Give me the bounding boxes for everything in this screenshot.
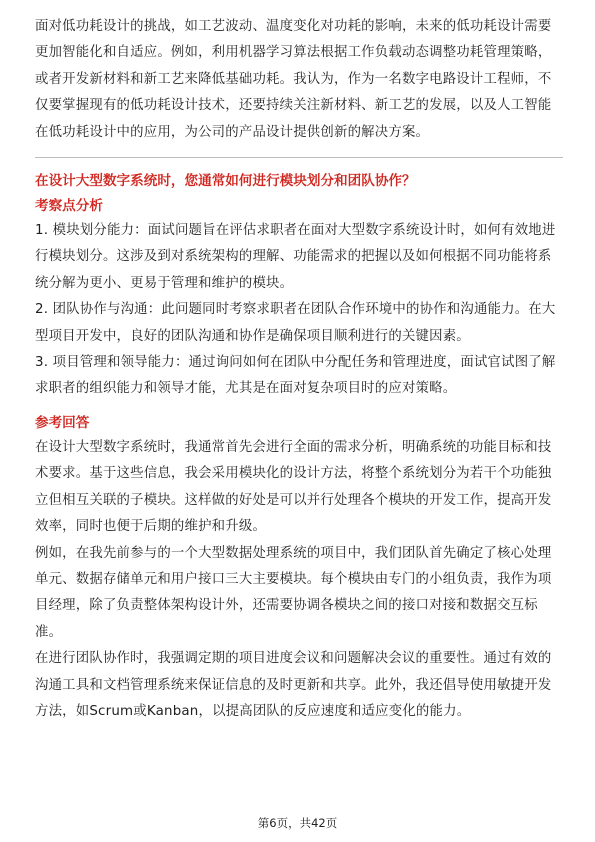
page-number-footer: 第6页，共42页 bbox=[257, 816, 338, 830]
analysis-point: 1. 模块划分能力：面试问题旨在评估求职者在面对大型数字系统设计时，如何有效地进行模块划分。这涉及到对系统架构的理解、功能需求的把握以及如何根据不同功能将系统分解为更小、更易于管理和维护的模块。 bbox=[35, 223, 556, 291]
analysis-heading: 考察点分析 bbox=[35, 198, 103, 215]
analysis-point: 3. 项目管理和领导能力：通过询问如何在团队中分配任务和管理进度，面试官试图了解求职者的组织能力和领导才能，尤其是在面对复杂项目时的应对策略。 bbox=[35, 355, 556, 397]
spacer bbox=[35, 403, 563, 411]
section-divider bbox=[35, 157, 563, 158]
analysis-point: 2. 团队协作与沟通：此问题同时考察求职者在团队合作环境中的协作和沟通能力。在大型项目开发中，良好的团队沟通和协作是确保项目顺利进行的关键因素。 bbox=[35, 302, 556, 344]
question-heading: 在设计大型数字系统时，您通常如何进行模块划分和团队协作？ bbox=[35, 173, 416, 190]
answer-paragraph: 在设计大型数字系统时，我通常首先会进行全面的需求分析，明确系统的功能目标和技术要求。基于这些信息，我会采用模块化的设计方法，将整个系统划分为若干个功能独立但相互关联的子模块。这样做的好处是可以并行处理各个模块的开发工作，提高开发效率，同时也便于后期的维护和升级。 bbox=[35, 439, 552, 535]
answer-heading: 参考回答 bbox=[35, 414, 90, 431]
page-content bbox=[35, 14, 563, 725]
intro-paragraph: 面对低功耗设计的挑战，如工艺波动、温度变化对功耗的影响，未来的低功耗设计需要更加智能化和自适应。例如，利用机器学习算法根据工作负载动态调整功耗管理策略，或者开发新材料和新工艺来降低基础功耗。我认为，作为一名数字电路设计工程师，不仅要掌握现有的低功耗设计技术，还要持续关注新材料、新工艺的发展，以及人工智能在低功耗设计中的应用，为公司的产品设计提供创新的解决方案。 bbox=[35, 19, 552, 140]
answer-paragraph: 在进行团队协作时，我强调定期的项目进度会议和问题解决会议的重要性。通过有效的沟通工具和文档管理系统来保证信息的及时更新和共享。此外，我还倡导使用敏捷开发方法，如Scrum或Kanban，以提高团队的反应速度和适应变化的能力。 bbox=[35, 651, 552, 719]
answer-paragraph: 例如，在我先前参与的一个大型数据处理系统的项目中，我们团队首先确定了核心处理单元、数据存储单元和用户接口三大主要模块。每个模块由专门的小组负责，我作为项目经理，除了负责整体架构设计外，还需要协调各模块之间的接口对接和数据交互标准。 bbox=[35, 545, 552, 640]
